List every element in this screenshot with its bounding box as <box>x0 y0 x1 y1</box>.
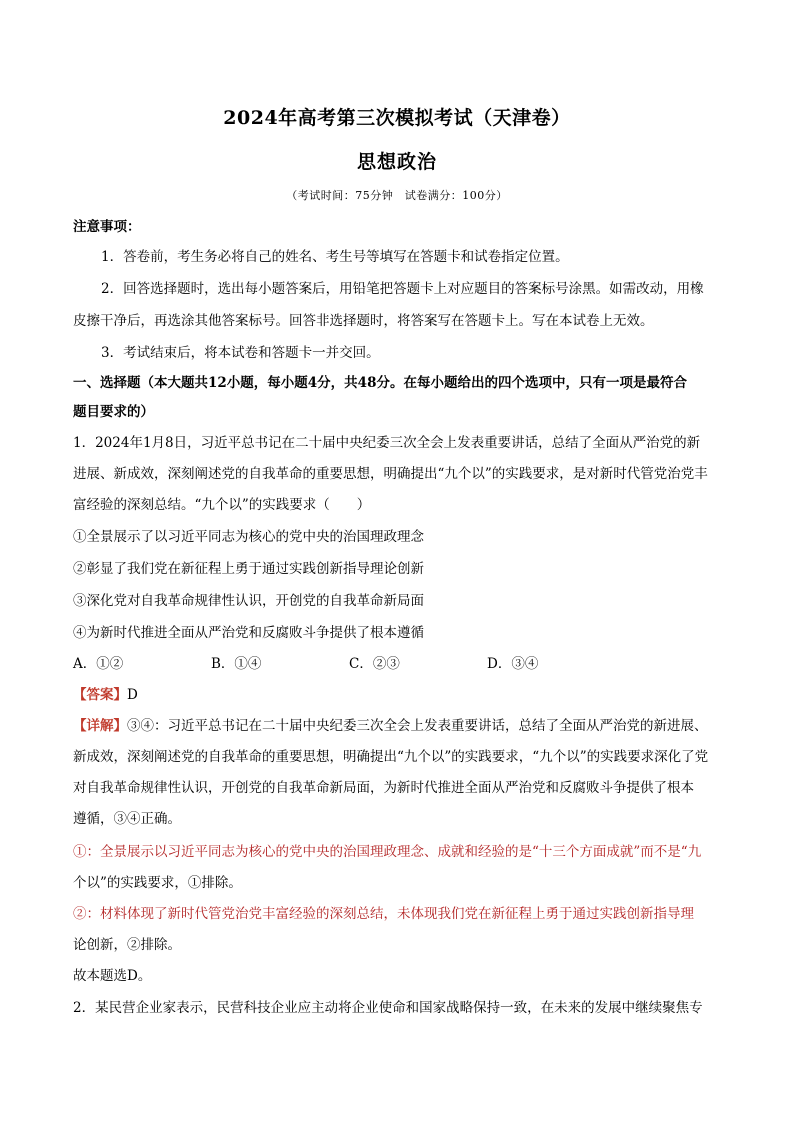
option-d: D．③④ <box>487 656 539 672</box>
detail-line-1 <box>73 717 733 735</box>
statement-2: ②彰显了我们党在新征程上勇于通过实践创新指导理论创新 <box>73 561 424 577</box>
detail-line-4: 遵循，③④正确。 <box>73 811 181 827</box>
question-1-stem-line-3: 富经验的深刻总结。“九个以”的实践要求（ ） <box>73 497 371 513</box>
section-heading-line-1: 一、选择题（本大题共12小题，每小题4分，共48分。在每小题给出的四个选项中，只有一项是最符合 <box>73 375 687 391</box>
statement-1: ①全景展示了以习近平同志为核心的党中央的治国理政理念 <box>73 529 424 545</box>
question-2-stem-line-1: 2．某民营企业家表示，民营科技企业应主动将企业使命和国家战略保持一致，在未来的发展中继续聚焦专 <box>73 1000 703 1016</box>
question-1-stem-line-2: 进展、新成效，深刻阐述党的自我革命的重要思想，明确提出“九个以”的实践要求，是对新时代管党治党丰 <box>73 466 708 482</box>
option-a: A．①② <box>73 656 124 672</box>
subject-title: 思想政治 <box>356 151 437 173</box>
note-item-2-line-1: 2．回答选择题时，选出每小题答案后，用铅笔把答题卡上对应题目的答案标号涂黑。如需改动，用橡 <box>101 281 704 297</box>
exam-info: （考试时间：75分钟 试卷满分：100分） <box>286 189 508 202</box>
detail-line-2: 新成效，深刻阐述党的自我革命的重要思想，明确提出“九个以”的实践要求，“九个以”的实践要求深化了党 <box>73 749 709 765</box>
option-c: C．②③ <box>349 656 400 672</box>
question-1-stem-line-1: 1．2024年1月8日，习近平总书记在二十届中央纪委三次全会上发表重要讲话，总结了全面从严治党的新 <box>73 435 701 451</box>
exclusion-1-line-1: ①：全景展示以习近平同志为核心的党中央的治国理政理念、成就和经验的是“十三个方面成就”而不是“九 <box>73 844 702 860</box>
detail-tag: 【详解】 <box>73 718 127 734</box>
exclusion-2-line-1: ②：材料体现了新时代管党治党丰富经验的深刻总结，未体现我们党在新征程上勇于通过实践创新指导理 <box>73 906 694 922</box>
detail-line-3: 对自我革命规律性认识，开创党的自我革命新局面，为新时代推进全面从严治党和反腐败斗争提供了根本 <box>73 780 694 796</box>
exclusion-1-line-2: 个以”的实践要求，①排除。 <box>73 875 242 891</box>
statement-4: ④为新时代推进全面从严治党和反腐败斗争提供了根本遵循 <box>73 625 424 641</box>
answer-tag: 【答案】 <box>73 687 127 703</box>
note-item-1: 1．答卷前，考生务必将自己的姓名、考生号等填写在答题卡和试卷指定位置。 <box>101 249 569 265</box>
note-item-3: 3．考试结束后，将本试卷和答题卡一并交回。 <box>101 345 380 361</box>
exclusion-2-line-2: 论创新，②排除。 <box>73 937 181 953</box>
option-b: B．①④ <box>211 656 262 672</box>
notes-heading: 注意事项： <box>73 219 141 235</box>
detail-text-1: ③④：习近平总书记在二十届中央纪委三次全会上发表重要讲话，总结了全面从严治党的新进展、 <box>127 718 708 734</box>
answer-value: D <box>127 687 138 703</box>
statement-3: ③深化党对自我革命规律性认识，开创党的自我革命新局面 <box>73 593 424 609</box>
note-item-2-line-2: 皮擦干净后，再选涂其他答案标号。回答非选择题时，将答案写在答题卡上。写在本试卷上无效。 <box>73 313 654 329</box>
answer-row <box>73 686 733 704</box>
exam-title: 2024年高考第三次模拟考试（天津卷） <box>223 107 571 129</box>
section-heading-line-2: 题目要求的） <box>73 404 154 420</box>
conclusion: 故本题选D。 <box>73 968 152 984</box>
